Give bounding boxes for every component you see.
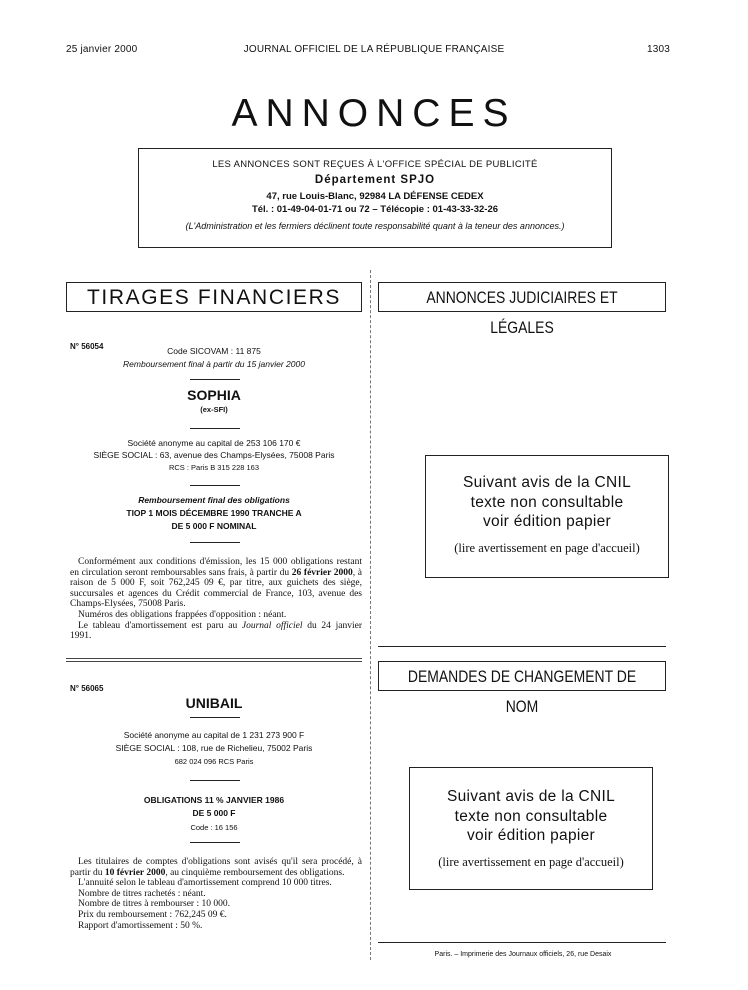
section-heading-text: DEMANDES DE CHANGEMENT DE NOM	[407, 667, 637, 716]
body-text: Les titulaires de comptes d'obligations sont avisés qu'il sera procédé, à partir du	[70, 857, 362, 878]
column-divider	[370, 270, 371, 960]
announcement-number: N° 56054	[70, 342, 104, 351]
company-rcs: RCS : Paris B 315 228 163	[168, 463, 260, 472]
body-date: 10 février 2000	[104, 867, 166, 878]
cnil-notice-line: voir édition papier	[482, 513, 612, 530]
cnil-notice-line: Suivant avis de la CNIL	[446, 788, 615, 805]
body-text: Prix du remboursement : 762,245 09 €.	[78, 909, 227, 920]
obligations-line: TIOP 1 MOIS DÉCEMBRE 1990 TRANCHE A	[126, 508, 302, 518]
divider-rule	[190, 428, 240, 429]
body-text: Nombre de titres à rembourser : 10 000.	[78, 899, 230, 910]
company-seat: SIÈGE SOCIAL : 108, rue de Richelieu, 75002 Paris	[115, 743, 313, 753]
cnil-notice-note: (lire avertissement en page d'accueil)	[454, 540, 640, 555]
header-journal-title: JOURNAL OFFICIEL DE LA RÉPUBLIQUE FRANÇAISE	[243, 44, 505, 55]
divider-rule	[190, 485, 240, 486]
cnil-notice-line: texte non consultable	[470, 493, 624, 511]
page-title: ANNONCES	[231, 92, 517, 135]
printer-footer: Paris. – Imprimerie des Journaux officiels, 26, rue Desaix	[434, 951, 612, 958]
announcement-body	[70, 557, 362, 642]
company-seat: SIÈGE SOCIAL : 63, avenue des Champs-Elysées, 75008 Paris	[93, 450, 335, 460]
cnil-notice-note: (lire avertissement en page d'accueil)	[438, 854, 624, 869]
obligations-line: DE 5 000 F NOMINAL	[171, 521, 257, 531]
company-capital: Société anonyme au capital de 1 231 273 900 F	[123, 730, 305, 740]
obligations-code: Code : 16 156	[190, 823, 238, 832]
body-text: Rapport d'amortissement : 50 %.	[78, 920, 203, 931]
obligations-line: OBLIGATIONS 11 % JANVIER 1986	[143, 795, 285, 805]
section-heading-text: ANNONCES JUDICIAIRES ET LÉGALES	[426, 288, 618, 337]
cnil-notice-line: voir édition papier	[466, 827, 596, 844]
cnil-notice-box	[409, 767, 653, 890]
section-heading-annonces-judiciaires	[378, 282, 666, 337]
disclaimer: (L'Administration et les fermiers déclinent toute responsabilité quant à la teneur des annonces.)	[185, 221, 565, 231]
section-heading-changement-nom	[378, 661, 666, 716]
divider-rule	[190, 379, 240, 380]
divider-rule	[190, 717, 240, 718]
body-text: , à raison de 5 000 F, soit 762,245 09 €, par titre, aux guichets des siège, succursales et agences du Crédit commercial de France, 103, avenue des Champs-Elysées, 75008 Paris.	[70, 567, 363, 610]
body-italic: Journal officiel	[241, 620, 303, 631]
body-text: Nombre de titres rachetés : néant.	[78, 888, 206, 899]
body-text: Le tableau d'amortissement est paru au	[78, 620, 242, 631]
address: 47, rue Louis-Blanc, 92984 LA DÉFENSE CEDEX	[266, 191, 484, 202]
divider-rule	[190, 542, 240, 543]
section-separator	[66, 658, 362, 659]
announcement-number: N° 56065	[70, 684, 104, 693]
body-text: Numéros des obligations frappées d'opposition : néant.	[78, 609, 287, 620]
company-name: UNIBAIL	[185, 695, 243, 711]
section-separator	[66, 661, 362, 662]
divider-rule	[190, 842, 240, 843]
obligations-title: Remboursement final des obligations	[138, 495, 290, 505]
header-date: 25 janvier 2000	[66, 44, 138, 55]
company-former-name: (ex-SFI)	[200, 405, 228, 414]
body-text: du 24 janvier 1991.	[70, 620, 362, 642]
cnil-notice-line: Suivant avis de la CNIL	[462, 474, 631, 491]
sicovam-code: Code SICOVAM : 11 875	[167, 346, 261, 356]
cnil-notice-box	[425, 455, 669, 578]
phone-numbers: Tél. : 01-49-04-01-71 ou 72 – Télécopie : 01-43-33-32-26	[251, 204, 499, 215]
remboursement-date: Remboursement final à partir du 15 janvier 2000	[123, 359, 305, 369]
info-box	[138, 148, 612, 248]
company-name: SOPHIA	[187, 387, 241, 403]
body-date: 26 février 2000	[291, 567, 353, 578]
body-text: L'annuité selon le tableau d'amortissement comprend 10 000 titres.	[78, 878, 332, 889]
cnil-notice-line: texte non consultable	[454, 807, 608, 825]
company-rcs: 682 024 096 RCS Paris	[174, 757, 254, 766]
body-text: , au cinquième remboursement des obligations.	[165, 867, 345, 878]
section-heading-tirages: TIRAGES FINANCIERS	[66, 282, 362, 312]
divider-rule	[190, 780, 240, 781]
announcement-body	[70, 857, 362, 931]
body-text: Conformément aux conditions d'émission, les 15 000 obligations restant en circulation seront remboursables sans frais, à partir du	[70, 557, 362, 578]
header-page-number: 1303	[646, 44, 670, 55]
department-name: Département SPJO	[314, 174, 436, 186]
company-capital: Société anonyme au capital de 253 106 170 €	[127, 438, 301, 448]
obligations-line: DE 5 000 F	[192, 808, 236, 818]
section-separator	[378, 646, 666, 647]
info-line: LES ANNONCES SONT REÇUES À L'OFFICE SPÉCIAL DE PUBLICITÉ	[212, 159, 538, 170]
footer-separator	[378, 942, 666, 943]
